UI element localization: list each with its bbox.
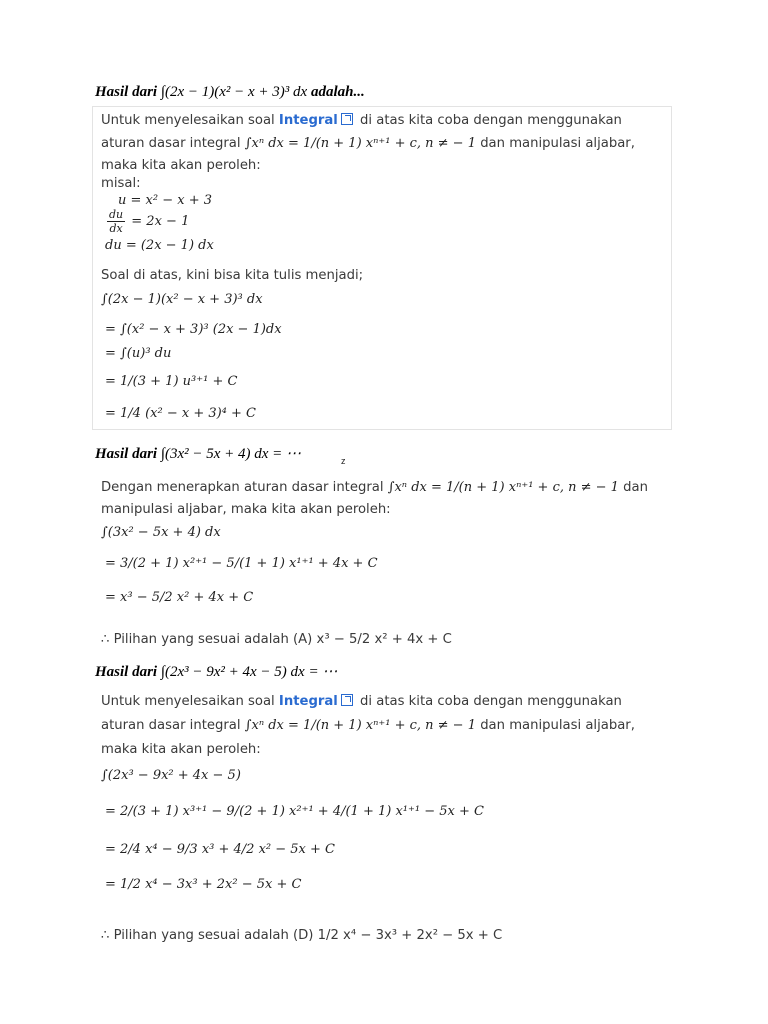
external-link-icon[interactable] xyxy=(341,113,353,125)
intro-text: Untuk menyelesaikan soal xyxy=(101,113,275,128)
step-3: = 2/4 x⁴ − 9/3 x³ + 4/2 x² − 5x + C xyxy=(105,842,335,857)
rule-text: aturan dasar integral xyxy=(101,718,241,733)
question-2-heading xyxy=(95,444,301,463)
integral-link[interactable]: Integral xyxy=(278,113,338,128)
substitution-u: u = x² − x + 3 xyxy=(118,193,212,208)
heading-tail: adalah... xyxy=(310,84,365,100)
substitution-du: du = (2x − 1) dx xyxy=(105,238,214,253)
step-3: = x³ − 5/2 x² + 4x + C xyxy=(105,590,254,605)
external-link-icon[interactable] xyxy=(341,694,353,706)
result-intro: maka kita akan peroleh: xyxy=(101,742,261,757)
question-3-heading xyxy=(95,662,337,681)
intro-text: Dengan menerapkan aturan dasar integral xyxy=(101,480,384,495)
intro-line xyxy=(101,112,622,128)
intro-line-2 xyxy=(101,480,648,495)
answer-line: ∴ Pilihan yang sesuai adalah (D) 1/2 x⁴ − 3x³ + 2x² − 5x + C xyxy=(101,928,503,943)
rule-text-post: dan manipulasi aljabar, xyxy=(480,136,635,151)
misal-label: misal: xyxy=(101,176,141,191)
integral-link[interactable]: Integral xyxy=(278,694,338,709)
intro-text-post: di atas kita coba dengan menggunakan xyxy=(360,113,622,128)
step-4: = 1/(3 + 1) u³⁺¹ + C xyxy=(105,374,238,389)
heading-label: Hasil dari xyxy=(95,664,158,680)
step-1: ∫(2x − 1)(x² − x + 3)³ dx xyxy=(101,292,263,307)
rule-text-post: dan manipulasi aljabar, xyxy=(480,718,635,733)
rule-line xyxy=(101,136,635,151)
heading-label: Hasil dari xyxy=(95,84,158,100)
derivative-rhs: = 2x − 1 xyxy=(131,214,190,229)
rule-formula: ∫xⁿ dx = 1/(n + 1) xⁿ⁺¹ + c, n ≠ − 1 xyxy=(244,136,476,151)
fraction-numerator: du xyxy=(109,208,124,221)
step-2: = ∫(x² − x + 3)³ (2x − 1)dx xyxy=(105,322,282,337)
step-1: ∫(2x³ − 9x² + 4x − 5) xyxy=(101,768,241,783)
fraction-denominator: dx xyxy=(109,222,123,235)
heading-expression: ∫(3x² − 5x + 4) dx = ⋯ xyxy=(160,446,302,462)
intro-text-post: di atas kita coba dengan menggunakan xyxy=(360,694,622,709)
step-1: ∫(3x² − 5x + 4) dx xyxy=(101,525,221,540)
substitution-derivative xyxy=(105,208,189,235)
step-5: = 1/4 (x² − x + 3)⁴ + C xyxy=(105,406,256,421)
answer-line: ∴ Pilihan yang sesuai adalah (A) x³ − 5/2 x² + 4x + C xyxy=(101,632,452,647)
intro-text: Untuk menyelesaikan soal xyxy=(101,694,275,709)
heading-expression: ∫(2x³ − 9x² + 4x − 5) dx = ⋯ xyxy=(160,664,338,680)
rule-formula: ∫xⁿ dx = 1/(n + 1) xⁿ⁺¹ + c, n ≠ − 1 xyxy=(387,480,619,495)
heading-expression: ∫(2x − 1)(x² − x + 3)³ dx xyxy=(160,84,308,100)
result-intro: manipulasi aljabar, maka kita akan peroleh: xyxy=(101,502,391,517)
intro-line-3 xyxy=(101,693,622,709)
heading-label: Hasil dari xyxy=(95,446,158,462)
rule-text: aturan dasar integral xyxy=(101,136,241,151)
rewrite-text: Soal di atas, kini bisa kita tulis menjadi; xyxy=(101,268,364,283)
step-3: = ∫(u)³ du xyxy=(105,346,172,361)
intro-text-post: dan xyxy=(623,480,648,495)
rule-formula: ∫xⁿ dx = 1/(n + 1) xⁿ⁺¹ + c, n ≠ − 1 xyxy=(244,718,476,733)
step-2: = 3/(2 + 1) x²⁺¹ − 5/(1 + 1) x¹⁺¹ + 4x + C xyxy=(105,556,378,571)
result-intro: maka kita akan peroleh: xyxy=(101,158,261,173)
step-4: = 1/2 x⁴ − 3x³ + 2x² − 5x + C xyxy=(105,877,302,892)
step-2: = 2/(3 + 1) x³⁺¹ − 9/(2 + 1) x²⁺¹ + 4/(1 + 1) x¹⁺¹ − 5x + C xyxy=(105,804,484,819)
marker-z: z xyxy=(341,456,346,466)
question-1-heading xyxy=(95,84,365,101)
rule-line-3 xyxy=(101,718,635,733)
